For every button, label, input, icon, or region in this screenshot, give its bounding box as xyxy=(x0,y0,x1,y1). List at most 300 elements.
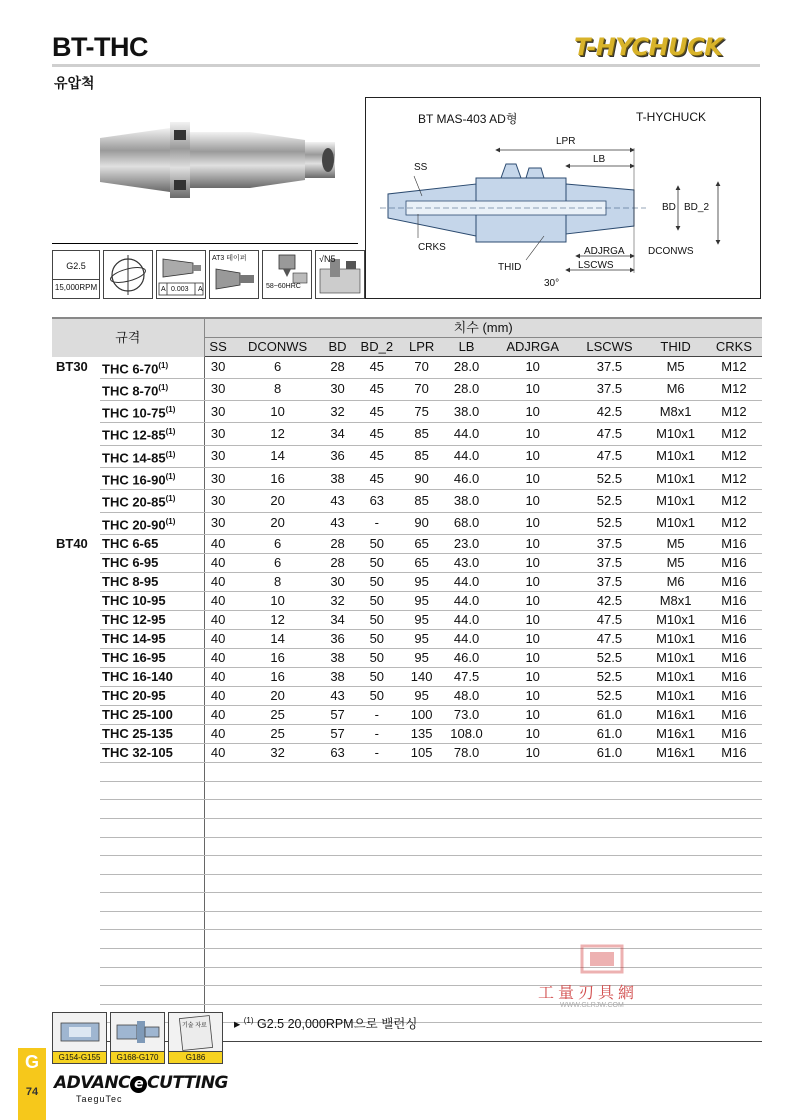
value-cell: M10x1 xyxy=(645,423,706,445)
hardness-label: 58~60HRC xyxy=(266,283,301,290)
table-row xyxy=(52,706,762,725)
value-cell: 40 xyxy=(204,725,232,744)
blank-cell xyxy=(204,763,232,782)
watermark-url: WWW.GLRJW.COM xyxy=(560,1002,624,1009)
label-bd: BD xyxy=(662,202,676,213)
value-cell: 28 xyxy=(324,554,352,573)
blank-cell xyxy=(441,986,492,1005)
model-note: (1) xyxy=(165,516,176,526)
value-cell: M6 xyxy=(645,573,706,592)
blank-cell xyxy=(706,800,762,819)
table-row xyxy=(52,687,762,706)
value-cell: 63 xyxy=(324,744,352,763)
value-cell: 36 xyxy=(324,445,352,467)
value-cell: 10 xyxy=(492,725,574,744)
value-cell: M16 xyxy=(706,725,762,744)
value-cell: 61.0 xyxy=(574,706,646,725)
blank-cell xyxy=(352,781,402,800)
blank-cell xyxy=(52,856,100,875)
value-cell: 47.5 xyxy=(574,611,646,630)
value-cell: 40 xyxy=(204,535,232,554)
value-cell: M5 xyxy=(645,554,706,573)
value-cell: 38 xyxy=(324,668,352,687)
value-cell: M10x1 xyxy=(645,630,706,649)
value-cell: 10 xyxy=(492,668,574,687)
blank-cell xyxy=(441,837,492,856)
value-cell: 44.0 xyxy=(441,592,492,611)
blank-cell xyxy=(324,893,352,912)
value-cell: 40 xyxy=(204,744,232,763)
value-cell: 10 xyxy=(492,401,574,423)
value-cell: 43 xyxy=(324,687,352,706)
value-cell: 40 xyxy=(204,592,232,611)
footnote-text: G2.5 20,000RPM으로 밸런싱 xyxy=(257,1017,418,1031)
page-number: 74 xyxy=(25,1086,39,1098)
value-cell: 6 xyxy=(232,535,324,554)
column-header: THID xyxy=(645,338,706,357)
value-cell: M16x1 xyxy=(645,725,706,744)
blank-cell xyxy=(352,837,402,856)
blank-cell xyxy=(441,1023,492,1042)
value-cell: 12 xyxy=(232,611,324,630)
ref-link-2[interactable] xyxy=(110,1012,165,1064)
company-logo xyxy=(54,1073,228,1093)
blank-cell xyxy=(492,1023,574,1042)
value-cell: M16 xyxy=(706,592,762,611)
value-cell: 61.0 xyxy=(574,744,646,763)
blank-cell xyxy=(706,763,762,782)
blank-cell xyxy=(232,930,324,949)
value-cell: 12 xyxy=(232,423,324,445)
value-cell: 20 xyxy=(232,687,324,706)
blank-cell xyxy=(645,800,706,819)
value-cell: 52.5 xyxy=(574,468,646,490)
column-header: DCONWS xyxy=(232,338,324,357)
value-cell: 28 xyxy=(324,535,352,554)
blank-cell xyxy=(324,949,352,968)
blank-cell xyxy=(324,781,352,800)
value-cell: 45 xyxy=(352,401,402,423)
series-cell xyxy=(52,378,100,400)
value-cell: 45 xyxy=(352,378,402,400)
blank-cell xyxy=(232,967,324,986)
value-cell: 47.5 xyxy=(574,445,646,467)
value-cell: 42.5 xyxy=(574,401,646,423)
value-cell: 32 xyxy=(324,401,352,423)
blank-cell xyxy=(100,818,204,837)
blank-cell xyxy=(232,893,324,912)
series-cell xyxy=(52,401,100,423)
blank-cell xyxy=(706,781,762,800)
blank-cell xyxy=(352,911,402,930)
logo-e: e xyxy=(130,1076,147,1093)
series-cell xyxy=(52,630,100,649)
blank-cell xyxy=(402,911,441,930)
blank-row xyxy=(52,763,762,782)
table-row xyxy=(52,554,762,573)
blank-cell xyxy=(352,856,402,875)
ref-thumb-1 xyxy=(52,1012,107,1052)
value-cell: M10x1 xyxy=(645,687,706,706)
ref-label-1: G154-G155 xyxy=(52,1052,107,1064)
value-cell: 57 xyxy=(324,706,352,725)
value-cell: M16 xyxy=(706,611,762,630)
blank-cell xyxy=(645,837,706,856)
blank-cell xyxy=(232,986,324,1005)
value-cell: 108.0 xyxy=(441,725,492,744)
blank-cell xyxy=(324,986,352,1005)
series-cell xyxy=(52,668,100,687)
value-cell: 38 xyxy=(324,468,352,490)
model-cell xyxy=(100,445,204,467)
value-cell: 28.0 xyxy=(441,357,492,379)
blank-row xyxy=(52,893,762,912)
model-cell xyxy=(100,554,204,573)
blank-cell xyxy=(402,800,441,819)
blank-cell xyxy=(402,781,441,800)
series-cell: BT40 xyxy=(56,536,88,552)
blank-cell xyxy=(706,837,762,856)
value-cell: 10 xyxy=(492,611,574,630)
value-cell: M10x1 xyxy=(645,468,706,490)
runout-icon xyxy=(156,250,206,299)
value-cell: 37.5 xyxy=(574,554,646,573)
value-cell: 61.0 xyxy=(574,725,646,744)
model-name: THC 20-85 xyxy=(102,494,166,510)
value-cell: 30 xyxy=(204,512,232,534)
blank-cell xyxy=(574,874,646,893)
blank-cell xyxy=(100,874,204,893)
value-cell: 10 xyxy=(492,490,574,512)
balance-grade: G2.5 xyxy=(66,261,86,271)
value-cell: 52.5 xyxy=(574,687,646,706)
blank-cell xyxy=(204,967,232,986)
value-cell: 47.5 xyxy=(441,668,492,687)
blank-row xyxy=(52,781,762,800)
value-cell: 10 xyxy=(492,445,574,467)
blank-cell xyxy=(324,856,352,875)
blank-cell xyxy=(574,856,646,875)
blank-cell xyxy=(52,763,100,782)
value-cell: 34 xyxy=(324,611,352,630)
series-cell xyxy=(52,687,100,706)
value-cell: 50 xyxy=(352,592,402,611)
value-cell: 95 xyxy=(402,687,441,706)
table-row xyxy=(52,490,762,512)
value-cell: 50 xyxy=(352,554,402,573)
blank-row xyxy=(52,800,762,819)
series-cell xyxy=(52,468,100,490)
blank-cell xyxy=(204,930,232,949)
series-cell xyxy=(52,725,100,744)
value-cell: 34 xyxy=(324,423,352,445)
company-name: TaeguTec xyxy=(76,1094,123,1104)
value-cell: 14 xyxy=(232,630,324,649)
blank-cell xyxy=(352,967,402,986)
value-cell: 40 xyxy=(204,554,232,573)
blank-cell xyxy=(324,763,352,782)
blank-cell xyxy=(402,818,441,837)
value-cell: 28 xyxy=(324,357,352,379)
value-cell: 135 xyxy=(402,725,441,744)
ref-link-1[interactable] xyxy=(52,1012,107,1064)
blank-cell xyxy=(52,781,100,800)
blank-cell xyxy=(402,837,441,856)
blank-cell xyxy=(402,986,441,1005)
blank-cell xyxy=(402,874,441,893)
table-row xyxy=(52,468,762,490)
value-cell: 20 xyxy=(232,490,324,512)
value-cell: 30 xyxy=(204,357,232,379)
label-angle: 30° xyxy=(544,278,560,289)
value-cell: 65 xyxy=(402,554,441,573)
model-cell xyxy=(100,687,204,706)
value-cell: 30 xyxy=(204,401,232,423)
model-cell xyxy=(100,706,204,725)
blank-cell xyxy=(204,781,232,800)
value-cell: M16 xyxy=(706,554,762,573)
model-note: (1) xyxy=(165,405,176,415)
value-cell: 57 xyxy=(324,725,352,744)
blank-cell xyxy=(574,781,646,800)
value-cell: M12 xyxy=(706,357,762,379)
table-row xyxy=(52,592,762,611)
blank-cell xyxy=(402,893,441,912)
blank-cell xyxy=(52,949,100,968)
value-cell: 6 xyxy=(232,357,324,379)
value-cell: 46.0 xyxy=(441,468,492,490)
blank-cell xyxy=(204,911,232,930)
blank-cell xyxy=(324,911,352,930)
value-cell: 16 xyxy=(232,468,324,490)
value-cell: 52.5 xyxy=(574,649,646,668)
ref-thumb-3 xyxy=(168,1012,223,1052)
ref-link-3[interactable] xyxy=(168,1012,223,1064)
model-name: THC 20-95 xyxy=(102,688,166,704)
series-cell xyxy=(52,423,100,445)
value-cell: 95 xyxy=(402,630,441,649)
blank-cell xyxy=(352,893,402,912)
value-cell: 45 xyxy=(352,445,402,467)
blank-cell xyxy=(402,949,441,968)
value-cell: 40 xyxy=(204,706,232,725)
model-name: THC 16-95 xyxy=(102,650,166,666)
model-name: THC 6-70 xyxy=(102,360,159,376)
column-header: SS xyxy=(204,338,232,357)
footnote-mark: (1) xyxy=(243,1015,254,1025)
blank-cell xyxy=(100,911,204,930)
blank-cell xyxy=(204,893,232,912)
value-cell: M16 xyxy=(706,649,762,668)
blank-cell xyxy=(100,781,204,800)
blank-cell xyxy=(645,893,706,912)
blank-cell xyxy=(492,837,574,856)
diagram-drawing xyxy=(366,98,760,298)
series-cell: BT30 xyxy=(56,359,88,375)
blank-cell xyxy=(52,800,100,819)
ref-thumb-2 xyxy=(110,1012,165,1052)
value-cell: - xyxy=(352,706,402,725)
value-cell: 37.5 xyxy=(574,357,646,379)
value-cell: 14 xyxy=(232,445,324,467)
series-cell xyxy=(52,592,100,611)
value-cell: 95 xyxy=(402,611,441,630)
value-cell: 10 xyxy=(492,687,574,706)
value-cell: M12 xyxy=(706,512,762,534)
blank-cell xyxy=(52,930,100,949)
value-cell: M5 xyxy=(645,535,706,554)
model-cell xyxy=(100,512,204,534)
ref-label-2: G168-G170 xyxy=(110,1052,165,1064)
diagram-standard: BT MAS-403 AD형 xyxy=(418,112,518,126)
value-cell: 90 xyxy=(402,512,441,534)
blank-cell xyxy=(706,818,762,837)
value-cell: M12 xyxy=(706,401,762,423)
blank-cell xyxy=(441,874,492,893)
label-adjrga: ADJRGA xyxy=(584,246,625,257)
column-header: ADJRGA xyxy=(492,338,574,357)
blank-cell xyxy=(100,986,204,1005)
value-cell: M16 xyxy=(706,706,762,725)
blank-cell xyxy=(492,856,574,875)
blank-cell xyxy=(574,763,646,782)
column-header: CRKS xyxy=(706,338,762,357)
logo-text-a: ADVANC xyxy=(54,1073,131,1093)
value-cell: 50 xyxy=(352,535,402,554)
model-note: (1) xyxy=(165,449,176,459)
blank-cell xyxy=(204,949,232,968)
value-cell: M10x1 xyxy=(645,445,706,467)
table-row xyxy=(52,611,762,630)
value-cell: 52.5 xyxy=(574,490,646,512)
series-cell xyxy=(52,611,100,630)
model-name: THC 25-100 xyxy=(102,707,173,723)
finish-icon xyxy=(315,250,365,299)
value-cell: 10 xyxy=(492,378,574,400)
value-cell: 10 xyxy=(492,649,574,668)
column-header: LPR xyxy=(402,338,441,357)
label-dconws: DCONWS xyxy=(648,246,694,257)
series-cell xyxy=(52,706,100,725)
value-cell: 8 xyxy=(232,573,324,592)
blank-cell xyxy=(52,911,100,930)
blank-cell xyxy=(52,874,100,893)
series-cell xyxy=(52,445,100,467)
blank-cell xyxy=(706,1023,762,1042)
balance-icon xyxy=(103,250,153,299)
blank-cell xyxy=(324,874,352,893)
model-cell xyxy=(100,744,204,763)
series-cell xyxy=(52,490,100,512)
blank-cell xyxy=(204,874,232,893)
value-cell: 16 xyxy=(232,668,324,687)
value-cell: M10x1 xyxy=(645,668,706,687)
value-cell: 44.0 xyxy=(441,630,492,649)
value-cell: 10 xyxy=(492,357,574,379)
value-cell: - xyxy=(352,744,402,763)
value-cell: 43 xyxy=(324,490,352,512)
blank-cell xyxy=(52,893,100,912)
model-cell xyxy=(100,357,204,379)
value-cell: 140 xyxy=(402,668,441,687)
blank-row xyxy=(52,837,762,856)
blank-cell xyxy=(204,986,232,1005)
value-cell: 30 xyxy=(204,490,232,512)
value-cell: 68.0 xyxy=(441,512,492,534)
value-cell: 85 xyxy=(402,445,441,467)
value-cell: 40 xyxy=(204,611,232,630)
model-name: THC 16-90 xyxy=(102,472,166,488)
blank-cell xyxy=(352,986,402,1005)
value-cell: 42.5 xyxy=(574,592,646,611)
model-cell xyxy=(100,573,204,592)
blank-cell xyxy=(645,1023,706,1042)
brand-logo: T-HYCHUCK xyxy=(574,33,723,61)
value-cell: 75 xyxy=(402,401,441,423)
value-cell: 85 xyxy=(402,423,441,445)
blank-cell xyxy=(441,930,492,949)
blank-cell xyxy=(645,763,706,782)
value-cell: 30 xyxy=(204,468,232,490)
value-cell: 44.0 xyxy=(441,445,492,467)
logo-text-b: CUTTING xyxy=(147,1073,229,1093)
blank-cell xyxy=(100,837,204,856)
value-cell: M8x1 xyxy=(645,592,706,611)
label-lscws: LSCWS xyxy=(578,260,614,271)
value-cell: 38.0 xyxy=(441,401,492,423)
blank-row xyxy=(52,911,762,930)
blank-cell xyxy=(441,967,492,986)
blank-cell xyxy=(232,800,324,819)
watermark-text: 工量刃具網 xyxy=(538,983,639,1002)
model-name: THC 32-105 xyxy=(102,745,173,761)
value-cell: 52.5 xyxy=(574,668,646,687)
blank-cell xyxy=(232,949,324,968)
value-cell: 10 xyxy=(492,573,574,592)
value-cell: M16 xyxy=(706,630,762,649)
blank-cell xyxy=(52,818,100,837)
balance-spec xyxy=(52,250,100,299)
blank-cell xyxy=(100,967,204,986)
blank-cell xyxy=(100,893,204,912)
blank-cell xyxy=(324,818,352,837)
value-cell: 43.0 xyxy=(441,554,492,573)
blank-cell xyxy=(352,874,402,893)
value-cell: M16x1 xyxy=(645,744,706,763)
model-cell xyxy=(100,490,204,512)
blank-cell xyxy=(645,911,706,930)
blank-cell xyxy=(706,893,762,912)
table-row xyxy=(52,649,762,668)
blank-cell xyxy=(232,818,324,837)
value-cell: M6 xyxy=(645,378,706,400)
blank-cell xyxy=(492,781,574,800)
value-cell: - xyxy=(352,512,402,534)
value-cell: 95 xyxy=(402,592,441,611)
blank-cell xyxy=(574,893,646,912)
blank-cell xyxy=(574,818,646,837)
blank-cell xyxy=(492,800,574,819)
title-rule xyxy=(52,64,760,67)
value-cell: 37.5 xyxy=(574,378,646,400)
value-cell: 90 xyxy=(402,468,441,490)
value-cell: 70 xyxy=(402,357,441,379)
model-name: THC 16-140 xyxy=(102,669,173,685)
value-cell: 73.0 xyxy=(441,706,492,725)
model-name: THC 12-95 xyxy=(102,612,166,628)
blank-cell xyxy=(52,837,100,856)
value-cell: 46.0 xyxy=(441,649,492,668)
